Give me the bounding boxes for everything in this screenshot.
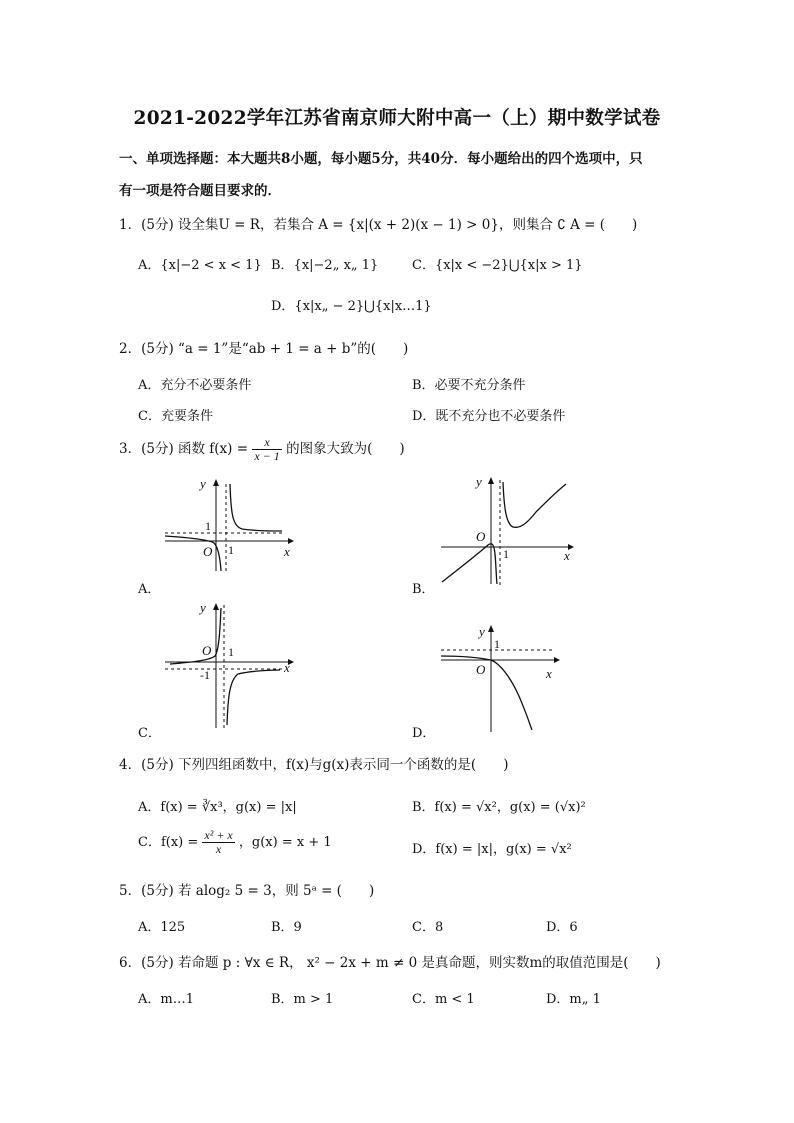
y-label: y (200, 476, 206, 491)
curve-left-branch (442, 544, 497, 584)
question-3-stem-post: 的图象大致为( ) (286, 441, 405, 457)
question-3-stem-pre: 3．(5分) 函数 f(x) = (119, 441, 249, 457)
tick-label-1-y: 1 (494, 637, 500, 651)
tick-label-1-x: 1 (228, 543, 234, 557)
question-4-option-a: A．f(x) = ∛x³，g(x) = |x| (138, 800, 297, 815)
x-label: x (284, 660, 290, 675)
question-5-option-d: D．6 (546, 920, 578, 935)
graph-b (436, 472, 586, 592)
question-1-option-b: B．{x|−2„ x„ 1} (271, 258, 379, 273)
graph-c (160, 600, 300, 730)
origin-label: O (476, 662, 486, 677)
question-4-option-c-pre: C．f(x) = (138, 835, 199, 850)
question-6-option-c: C．m < 1 (412, 992, 475, 1007)
question-2-option-d: D．既不充分也不必要条件 (412, 409, 566, 424)
y-axis-arrow (488, 625, 494, 632)
question-2-option-a: A．充分不必要条件 (138, 378, 252, 393)
question-4-option-d: D．f(x) = |x|，g(x) = √x² (412, 842, 572, 857)
fraction-x-over-x-minus-1 (252, 436, 281, 463)
tick-label-1-x: 1 (228, 645, 234, 659)
question-6-option-d: D．m„ 1 (546, 992, 601, 1007)
fraction-numerator: x (252, 436, 281, 450)
question-1-option-c: C．{x|x < −2}⋃{x|x > 1} (412, 258, 583, 273)
fraction-numerator: x² + x (204, 828, 233, 842)
fraction-denominator: x (215, 842, 222, 856)
question-2-stem: 2．(5分) “a = 1”是“ab + 1 = a + b”的( ) (119, 341, 409, 357)
tick-label-1-x: 1 (503, 547, 509, 561)
graph-a (160, 476, 300, 576)
tick-label-neg1-y: -1 (200, 668, 210, 682)
section-heading-line2: 有一项是符合题目要求的． (119, 183, 281, 199)
question-1-option-d: D．{x|x„ − 2}⋃{x|x…1} (271, 299, 432, 314)
question-5-stem: 5．(5分) 若 alog₂ 5 = 3，则 5ᵃ = ( ) (119, 883, 375, 899)
y-axis-arrow (213, 603, 219, 610)
question-5-option-c: C．8 (412, 920, 444, 935)
y-label: y (479, 624, 485, 639)
origin-label: O (203, 544, 213, 559)
origin-label: O (476, 529, 486, 544)
question-5-option-a: A．125 (138, 920, 186, 935)
question-3-option-c: C． (138, 726, 161, 741)
question-6-option-b: B．m > 1 (271, 992, 334, 1007)
curve-right-branch (503, 482, 566, 527)
question-3-option-b: B． (412, 582, 435, 597)
question-3-option-a: A． (138, 582, 161, 597)
paper-title: 2021-2022学年江苏省南京师大附中高一（上）期中数学试卷 (133, 108, 661, 129)
x-label: x (564, 548, 570, 563)
graph-d (436, 624, 576, 734)
question-4-option-c (138, 829, 332, 856)
section-heading-line1: 一、单项选择题：本大题共8小题，每小题5分，共40分．每小题给出的四个选项中，只 (119, 151, 643, 167)
question-4-option-b: B．f(x) = √x²，g(x) = (√x)² (412, 800, 586, 815)
question-2-option-c: C．充要条件 (138, 409, 213, 424)
y-axis-arrow (488, 477, 494, 484)
question-3-stem (119, 436, 405, 463)
x-label: x (284, 544, 290, 559)
y-label: y (200, 600, 206, 615)
question-6-stem: 6．(5分) 若命题 p : ∀x ∈ R， x² − 2x + m ≠ 0 是真命题，则实数m的取值范围是( ) (119, 955, 661, 971)
origin-label: O (202, 643, 212, 658)
question-6-option-a: A．m…1 (138, 992, 194, 1007)
y-label: y (476, 474, 482, 489)
curve-right-branch (230, 484, 282, 531)
question-3-option-d: D． (412, 726, 436, 741)
question-4-option-c-post: ，g(x) = x + 1 (238, 835, 332, 850)
question-1-option-a: A．{x|−2 < x < 1} (138, 258, 262, 273)
curve-left-branch (170, 608, 221, 664)
x-axis-arrow (554, 657, 560, 663)
question-1-stem: 1．(5分) 设全集U = R，若集合 A = {x|(x + 2)(x − 1) > 0}，则集合 ∁ A = ( ) (119, 217, 638, 233)
x-label: x (546, 666, 552, 681)
curve (441, 656, 532, 730)
curve-right-branch (227, 670, 280, 725)
question-5-option-b: B．9 (271, 920, 302, 935)
tick-label-1-y: 1 (205, 519, 211, 533)
fraction-denominator: x − 1 (254, 449, 280, 463)
fraction-x2-plus-x-over-x (202, 829, 234, 856)
y-axis-arrow (213, 479, 219, 486)
question-2-option-b: B．必要不充分条件 (412, 378, 526, 393)
question-4-stem: 4．(5分) 下列四组函数中，f(x)与g(x)表示同一个函数的是( ) (119, 757, 509, 773)
